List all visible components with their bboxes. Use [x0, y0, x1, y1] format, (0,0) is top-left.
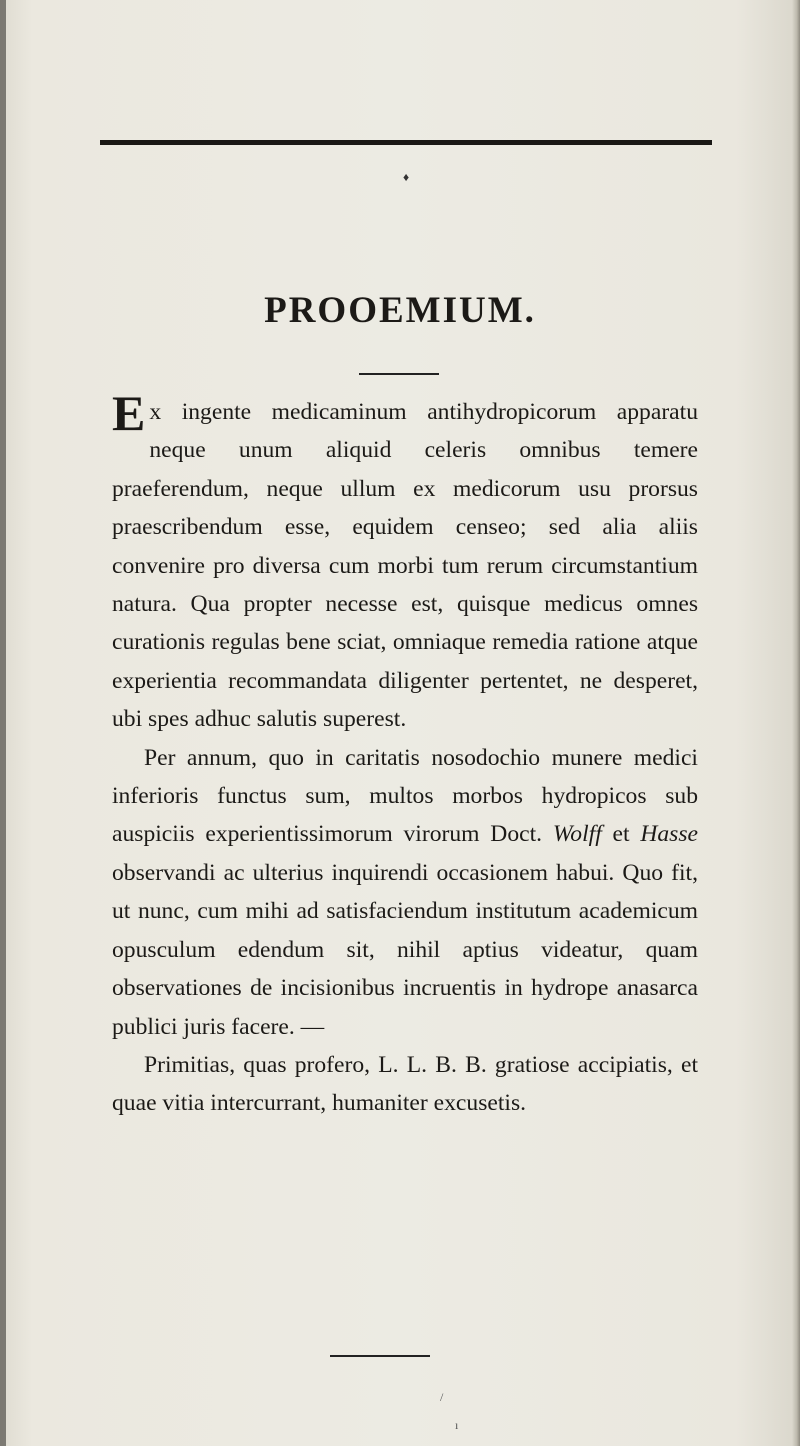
paragraph-1: Ex ingente medicaminum antihydropicorum apparatu neque unum aliquid celeris omnibus temere praeferendum, neque ullum ex medicorum usu prorsus praescribendum esse, equidem censeo; sed alia aliis convenire pro diversa cum morbi tum rerum circumstantium natura. Qua propter necesse est, quisque medicus omnes curationis regulas bene sciat, omniaque remedia ratione atque experientia recommandata diligenter pertentet, ne desperet, ubi spes adhuc salutis superest. — [112, 385, 698, 733]
print-speck: ı — [455, 1418, 459, 1432]
page-title: PROOEMIUM. — [264, 290, 536, 331]
paragraph-2 — [112, 739, 698, 1046]
page-left-edge — [0, 0, 6, 1446]
name-wolff: Wolff — [552, 821, 602, 848]
paragraph-2-text-b: et — [601, 821, 641, 848]
paragraph-2-text-a: Per annum, quo in caritatis nosodochio munere medici inferioris functus sum, multos morbos hydropicos sub auspiciis experientissimorum virorum Doct. — [112, 744, 698, 848]
ornament-mark: ♦ — [403, 170, 410, 184]
print-speck: / — [440, 1390, 444, 1404]
top-rule — [100, 140, 712, 145]
page-right-edge — [792, 0, 800, 1446]
paragraph-3: Primitias, quas profero, L. L. B. B. gratiose accipiatis, et quae vitia intercurrant, humaniter excusetis. — [112, 1051, 698, 1117]
end-rule — [330, 1355, 430, 1357]
name-hasse: Hasse — [640, 821, 698, 848]
title-rule — [359, 373, 439, 375]
paragraph-2-text-c: observandi ac ulterius inquirendi occasionem habui. Quo fit, ut nunc, cum mihi ad satisfaciendum institutum academicum opusculum edendum sit, nihil aptius videatur, quam observationes de incisionibus incruentis in hydrope anasarca publici juris facere. — — [112, 859, 698, 1040]
body-text — [112, 385, 698, 1123]
